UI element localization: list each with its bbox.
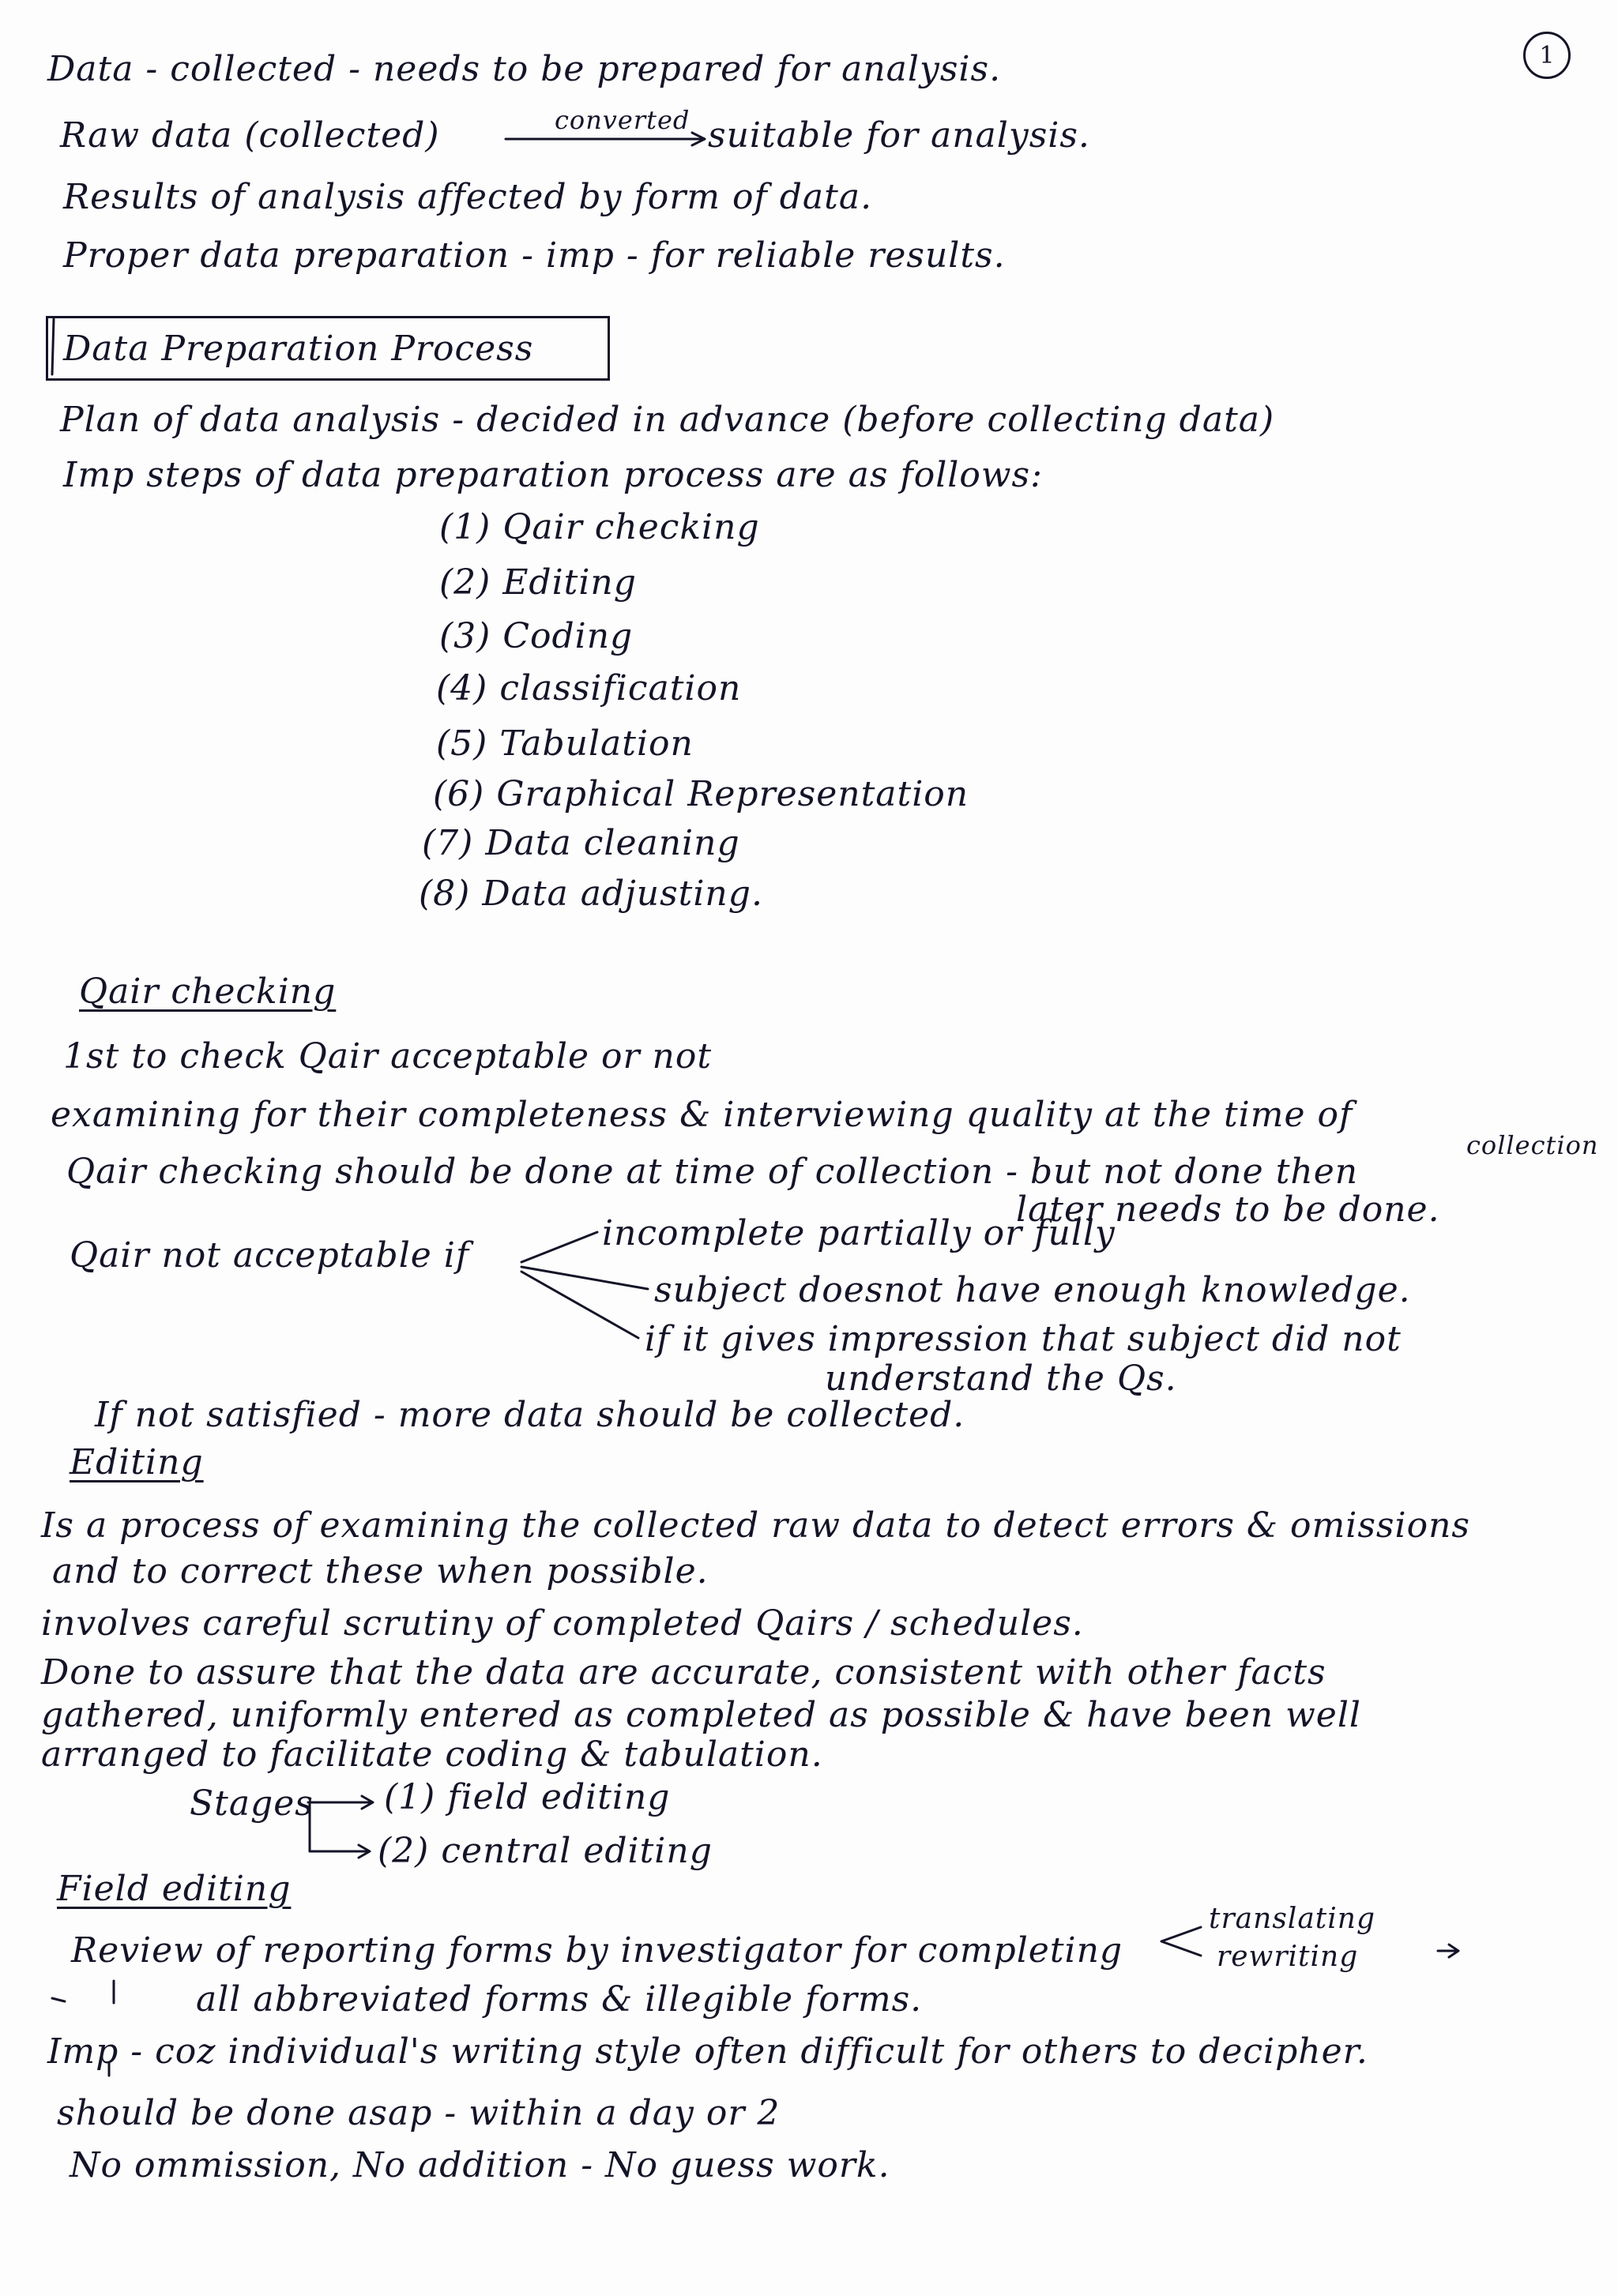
dpp-line-1: Plan of data analysis - decided in advance (before collecting data) <box>60 400 1275 440</box>
step-7: (7) Data cleaning <box>422 823 740 863</box>
editing-line-2: and to correct these when possible. <box>52 1551 709 1591</box>
field-line-2: all abbreviated forms & illegible forms. <box>196 1979 923 2020</box>
intro-line-2b: suitable for analysis. <box>708 115 1090 156</box>
step-5: (5) Tabulation <box>436 723 694 764</box>
editing-heading: Editing <box>70 1442 204 1482</box>
editing-line-6: arranged to facilitate coding & tabulation. <box>41 1734 823 1775</box>
qair-line-2-end: collection <box>1466 1130 1599 1160</box>
converted-label: converted <box>555 105 690 135</box>
dpp-heading: Data Preparation Process <box>63 329 534 369</box>
step-6: (6) Graphical Representation <box>433 774 969 814</box>
qair-bracket-lines <box>521 1232 648 1338</box>
step-4: (4) classification <box>436 668 742 708</box>
step-8: (8) Data adjusting. <box>419 874 763 914</box>
editing-line-3: involves careful scrutiny of completed Qairs / schedules. <box>41 1603 1084 1644</box>
editing-line-4: Done to assure that the data are accurate, consistent with other facts <box>41 1652 1326 1693</box>
qair-line-3: Qair checking should be done at time of collection - but not done then <box>66 1152 1359 1192</box>
editing-line-5: gathered, uniformly entered as completed as possible & have been well <box>41 1695 1361 1735</box>
qair-line-4: later needs to be done. <box>1016 1189 1440 1230</box>
field-brace <box>52 1927 1458 2076</box>
stage-1: (1) field editing <box>384 1777 671 1817</box>
converted-arrow <box>506 133 705 145</box>
qair-heading: Qair checking <box>79 971 337 1012</box>
qair-line-end: If not satisfied - more data should be collected. <box>95 1395 965 1435</box>
editing-line-1: Is a process of examining the collected raw data to detect errors & omissions <box>41 1505 1470 1546</box>
intro-line-1: Data - collected - needs to be prepared for analysis. <box>47 49 1002 89</box>
heading-box-stroke <box>52 319 54 374</box>
stage-2: (2) central editing <box>378 1831 713 1871</box>
step-3: (3) Coding <box>439 616 634 656</box>
qair-line-1: 1st to check Qair acceptable or not <box>63 1036 713 1077</box>
step-1: (1) Qair checking <box>439 507 760 547</box>
qair-line-2: examining for their completeness & interviewing quality at the time of <box>51 1095 1353 1135</box>
qair-na-item-2: subject doesnot have enough knowledge. <box>654 1270 1411 1310</box>
qair-na-label: Qair not acceptable if <box>70 1235 470 1276</box>
qair-na-cont: understand the Qs. <box>825 1358 1177 1399</box>
field-heading: Field editing <box>57 1869 292 1909</box>
dpp-line-2: Imp steps of data preparation process are as follows: <box>63 455 1043 495</box>
intro-line-4: Proper data preparation - imp - for reliable results. <box>63 235 1006 276</box>
field-line-1: Review of reporting forms by investigator for completing <box>71 1930 1123 1971</box>
intro-line-2a: Raw data (collected) <box>60 115 440 156</box>
brace-translating: translating <box>1209 1903 1375 1935</box>
field-line-3: Imp - coz individual's writing style often difficult for others to decipher. <box>47 2031 1368 2072</box>
field-line-5: No ommission, No addition - No guess work. <box>70 2145 890 2185</box>
stages-label: Stages <box>190 1783 314 1824</box>
field-line-4: should be done asap - within a day or 2 <box>57 2093 781 2133</box>
qair-na-item-1: incomplete partially or fully <box>602 1213 1116 1253</box>
brace-rewriting: rewriting <box>1217 1941 1359 1973</box>
stages-arrow <box>308 1796 373 1858</box>
page-number: 1 <box>1523 32 1571 79</box>
intro-line-3: Results of analysis affected by form of data. <box>63 177 873 217</box>
qair-na-item-3: if it gives impression that subject did not <box>645 1319 1402 1359</box>
step-2: (2) Editing <box>439 562 637 603</box>
